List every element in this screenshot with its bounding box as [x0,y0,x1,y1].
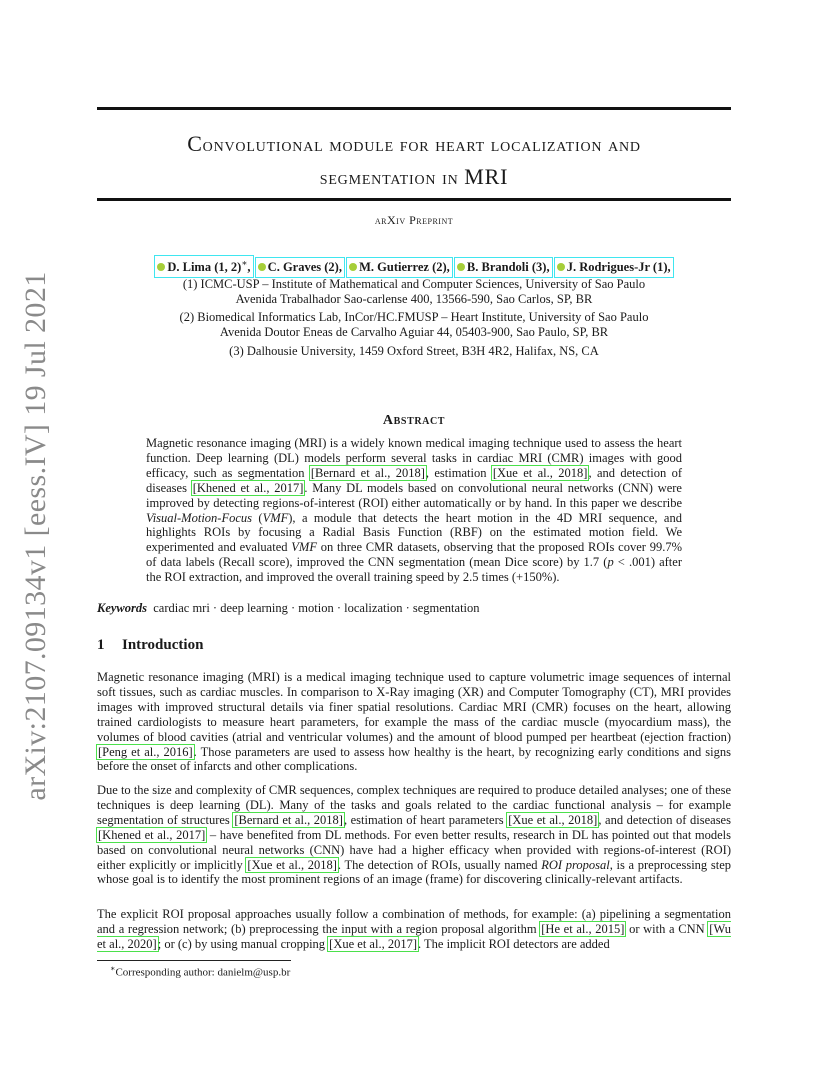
paragraph-3: The explicit ROI proposal approaches usually follow a combination of methods, for example: (a) pipelining a segmentation and a regression network; (b) preprocessing the input with a region proposal algorithm [He et al., 2015] or with a CNN [Wu et al., 2020]; or (c) by using manual cropping [Xue et al., 2017]. The implicit ROI detectors are added [97,907,731,951]
citation-link[interactable]: [Xue et al., 2018] [247,857,337,872]
citation-link[interactable]: [Khened et al., 2017] [192,480,304,495]
author-link[interactable]: B. Brandoli (3), [454,257,553,278]
citation-link[interactable]: [He et al., 2015] [541,921,625,936]
citation-link[interactable]: [Bernard et al., 2018] [310,465,425,480]
citation-link[interactable]: [Xue et al., 2018] [492,465,588,480]
title-bottom-rule [97,198,731,201]
keywords: Keywords cardiac mri · deep learning · motion · localization · segmentation [97,601,480,615]
paragraph-1: Magnetic resonance imaging (MRI) is a medical imaging technique used to capture volumetric image sequences of internal soft tissues, such as cardiac muscles. In comparison to X-Ray imaging (XR) and Computer Tomography (CT), MRI provides images with improved structural details via finer spatial resolutions. Cardiac MRI (CMR) focuses on the heart, allowing trained cardiologists to measure heart parameters, for example the mass of the cardiac muscle (myocardium mass), the volumes of blood cavities (atrial and ventricular volumes) and the amount of blood pumped per heartbeat (ejection fraction) [Peng et al., 2016]. Those parameters are used to assess how healthy is the heart, by recognizing early conditions and signs before the onset of infarcts and other complications. [97,670,731,774]
paper-title: Convolutional module for heart localization and segmentation in MRI [187,131,641,189]
orcid-icon [258,263,266,271]
author-link[interactable]: C. Graves (2), [255,257,345,278]
citation-link[interactable]: [Peng et al., 2016] [98,744,193,759]
orcid-icon [557,263,565,271]
orcid-icon [457,263,465,271]
abstract-heading: Abstract [382,413,446,428]
arxiv-side-stamp: arXiv:2107.09134v1 [eess.IV] 19 Jul 2021 [19,271,52,801]
orcid-icon [157,263,165,271]
citation-link[interactable]: [Xue et al., 2018] [508,812,598,827]
author-link[interactable]: M. Gutierrez (2), [346,257,453,278]
author-link[interactable]: J. Rodrigues-Jr (1), [554,257,674,278]
preprint-label: arXiv Preprint [374,213,454,227]
affiliation-1: (1) ICMC-USP – Institute of Mathematical and Computer Sciences, University of Sao Paulo Avenida Trabalhador Sao-carlense 400, 13566-590, Sao Carlos, SP, BR [182,277,646,306]
footnote: ∗Corresponding author: danielm@usp.br [110,964,291,979]
paragraph-2: Due to the size and complexity of CMR sequences, complex techniques are required to produce detailed analyses; one of these techniques is deep learning (DL). Many of the tasks and goals related to the cardiac functional analysis – for example segmentation of structures [Bernard et al., 2018], estimation of heart parameters [Xue et al., 2018], and detection of diseases [Khened et al., 2017] – have benefited from DL methods. For even better results, research in DL has pointed out that models based on convolutional neural networks (CNN) have had a higher efficacy when provided with regions-of-interest (ROI) either explicitly or implicitly [Xue et al., 2018]. The detection of ROIs, usually named ROI proposal, is a preprocessing step whose goal is to identify the most prominent regions of an image (frame) for discovering clinically-relevant artifacts. [97,783,731,887]
citation-link[interactable]: [Wu et al., 2020] [97,921,731,951]
orcid-icon [349,263,357,271]
author-link[interactable]: D. Lima (1, 2)∗, [154,255,253,278]
top-rule [97,107,731,110]
abstract-text: Magnetic resonance imaging (MRI) is a widely known medical imaging technique used to assess the heart function. Deep learning (DL) models perform several tasks in cardiac MRI (CMR) images with good efficacy, such as segmentation [Bernard et al., 2018], estimation [Xue et al., 2018], and detection of diseases [Khened et al., 2017]. Many DL models based on convolutional neural networks (CNN) were improved by detecting regions-of-interest (ROI) either automatically or by hand. In this paper we describe Visual-Motion-Focus (VMF), a module that detects the heart motion in the 4D MRI sequence, and highlights ROIs by focusing a Radial Basis Function (RBF) on the estimated motion field. We experimented and evaluated VMF on three CMR datasets, observing that the proposed ROIs cover 99.7% of data labels (Recall score), improved the CNN segmentation (mean Dice score) by 1.7 (p < .001) after the ROI extraction, and improved the overall training speed by 2.5 times (+150%). [146,436,682,585]
citation-link[interactable]: [Bernard et al., 2018] [234,812,343,827]
footnote-rule [97,960,291,961]
section-heading: 1 Introduction [97,637,204,653]
citation-link[interactable]: [Xue et al., 2017] [329,936,417,951]
citation-link[interactable]: [Khened et al., 2017] [98,827,206,842]
author-list [97,255,731,278]
affiliation-2: (2) Biomedical Informatics Lab, InCor/HC.FMUSP – Heart Institute, University of Sao Paulo Avenida Doutor Eneas de Carvalho Aguiar 44, 05403-900, Sao Paulo, SP, BR [179,310,649,339]
affiliation-3: (3) Dalhousie University, 1459 Oxford Street, B3H 4R2, Halifax, NS, CA [229,344,599,358]
